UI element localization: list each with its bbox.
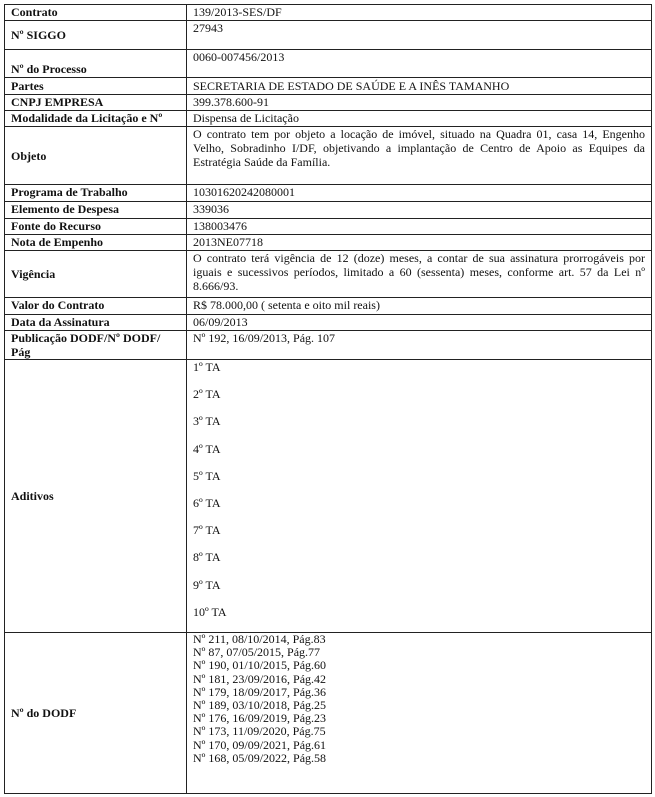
siggo-label: Nº SIGGO [5, 21, 187, 50]
programa-value: 10301620242080001 [187, 185, 652, 202]
dodf-item: Nº 189, 03/10/2018, Pág.25 [193, 698, 327, 713]
valor-value: R$ 78.000,00 ( setenta e oito mil reais) [187, 298, 652, 315]
contrato-value: 139/2013-SES/DF [187, 5, 652, 21]
aditivo-item: 7º TA [193, 523, 221, 538]
elemento-value: 339036 [187, 202, 652, 219]
dodf-item: Nº 170, 09/09/2021, Pág.61 [193, 737, 327, 752]
dodf-list [187, 633, 652, 794]
aditivo-item: 5º TA [193, 468, 221, 483]
table-row [5, 251, 652, 298]
table-row [5, 633, 652, 794]
partes-value: SECRETARIA DE ESTADO DE SAÚDE E A INÊS TAMANHO [187, 78, 652, 95]
dodf-item: Nº 168, 05/09/2022, Pág.58 [193, 750, 327, 765]
aditivo-item: 4º TA [193, 441, 221, 456]
cnpj-label: CNPJ EMPRESA [5, 95, 187, 111]
table-row [5, 235, 652, 251]
aditivo-item: 9º TA [193, 577, 221, 592]
table-row [5, 298, 652, 315]
assinatura-value: 06/09/2013 [187, 315, 652, 331]
assinatura-label: Data da Assinatura [5, 315, 187, 331]
contrato-label: Contrato [5, 5, 187, 21]
modalidade-label: Modalidade da Licitação e Nº [5, 111, 187, 127]
publicacao-label: Publicação DODF/Nº DODF/ Pág [5, 331, 187, 360]
fonte-label: Fonte do Recurso [5, 219, 187, 235]
dodf-item: Nº 173, 11/09/2020, Pág.75 [193, 724, 326, 739]
modalidade-value: Dispensa de Licitação [187, 111, 652, 127]
empenho-value: 2013NE07718 [187, 235, 652, 251]
table-row [5, 50, 652, 78]
processo-label: Nº do Processo [5, 50, 187, 78]
table-row [5, 315, 652, 331]
aditivo-item: 8º TA [193, 550, 221, 565]
objeto-value: O contrato tem por objeto a locação de imóvel, situado na Quadra 01, casa 14, Engenho Velho, Sobradinho I/DF, objetivando a implantação de Centro de Apoio as Equipes da Estratégia Saúde da Família. [187, 127, 652, 185]
programa-label: Programa de Trabalho [5, 185, 187, 202]
table-row [5, 111, 652, 127]
aditivo-item: 2º TA [193, 387, 221, 402]
table-row [5, 127, 652, 185]
table-row [5, 219, 652, 235]
dodf-item: Nº 190, 01/10/2015, Pág.60 [193, 658, 327, 673]
valor-label: Valor do Contrato [5, 298, 187, 315]
table-row [5, 185, 652, 202]
vigencia-value: O contrato terá vigência de 12 (doze) meses, a contar de sua assinatura prorrogáveis por iguais e sucessivos períodos, limitado a 60 (sessenta) meses, conforme art. 57 da Lei nº 8.666/93. [187, 251, 652, 298]
dodf-item: Nº 179, 18/09/2017, Pág.36 [193, 684, 327, 699]
aditivos-label: Aditivos [5, 360, 187, 633]
empenho-label: Nota de Empenho [5, 235, 187, 251]
fonte-value: 138003476 [187, 219, 652, 235]
aditivo-item: 10º TA [193, 604, 227, 619]
vigencia-label: Vigência [5, 251, 187, 298]
dodf-item: Nº 176, 16/09/2019, Pág.23 [193, 711, 327, 726]
table-row [5, 5, 652, 21]
contract-details-table [4, 4, 652, 794]
cnpj-value: 399.378.600-91 [187, 95, 652, 111]
elemento-label: Elemento de Despesa [5, 202, 187, 219]
partes-label: Partes [5, 78, 187, 95]
objeto-label: Objeto [5, 127, 187, 185]
dodf-item: Nº 181, 23/09/2016, Pág.42 [193, 671, 327, 686]
publicacao-value: Nº 192, 16/09/2013, Pág. 107 [187, 331, 652, 360]
table-row [5, 21, 652, 50]
dodf-item: Nº 87, 07/05/2015, Pág.77 [193, 645, 321, 660]
table-row [5, 331, 652, 360]
table-row [5, 360, 652, 633]
aditivo-item: 6º TA [193, 496, 221, 511]
table-row [5, 95, 652, 111]
siggo-value: 27943 [187, 21, 652, 50]
aditivos-list [187, 360, 652, 633]
table-row [5, 202, 652, 219]
table-row [5, 78, 652, 95]
dodf-item: Nº 211, 08/10/2014, Pág.83 [193, 632, 326, 646]
dodf-label: Nº do DODF [5, 633, 187, 794]
aditivo-item: 3º TA [193, 414, 221, 429]
processo-value: 0060-007456/2013 [187, 50, 652, 78]
aditivo-item: 1º TA [193, 360, 221, 374]
